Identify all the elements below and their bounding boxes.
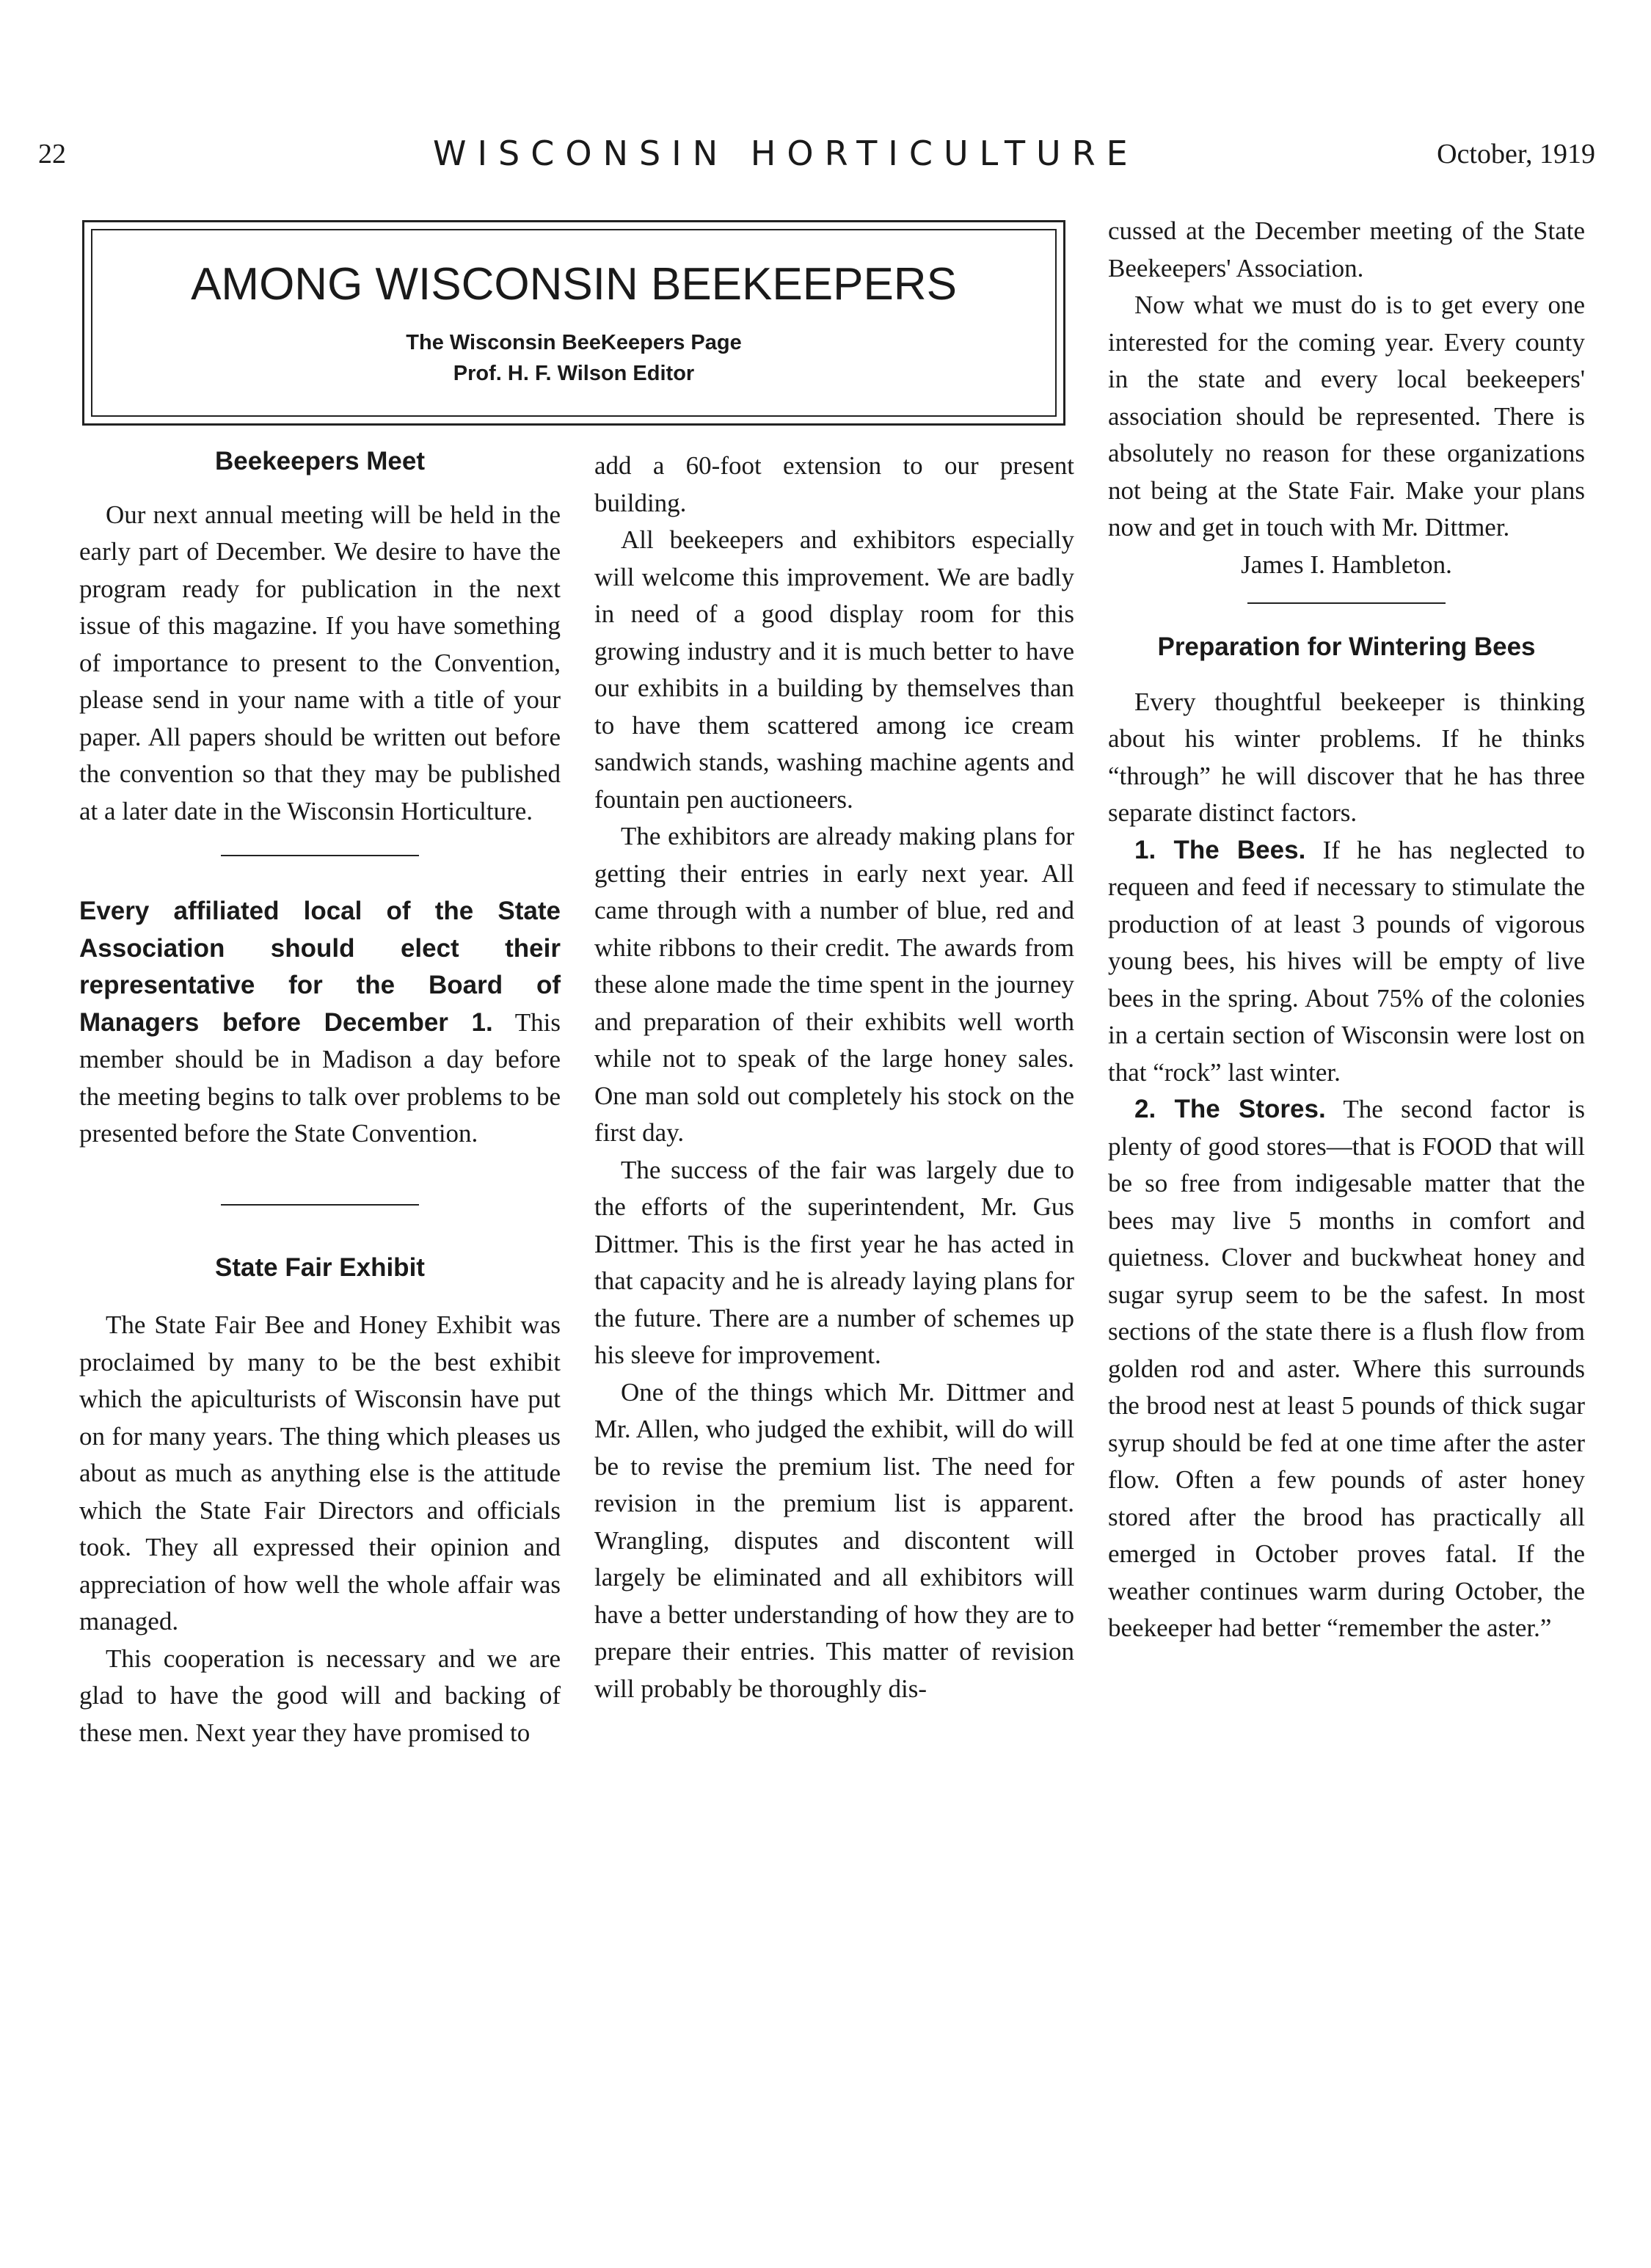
notice-text: This member should be in Madison a day before the meeting begins to talk over problems to be presented before the State Convention. <box>79 1007 561 1148</box>
paragraph: Every thoughtful beekeeper is thinking about his winter problems. If he thinks “through” he will discover that he has three separate distinct factors. <box>1108 687 1585 827</box>
page-subtitle: The Wisconsin BeeKeepers Page <box>406 331 742 354</box>
divider <box>1247 602 1446 604</box>
item-label: 2. The Stores. <box>1134 1095 1326 1123</box>
notice-paragraph <box>79 893 561 1153</box>
heading-preparation-for-wintering-bees: Preparation for Wintering Bees <box>1157 632 1536 661</box>
paragraph: cussed at the December meeting of the State Beekeepers' Association. <box>1108 216 1585 282</box>
paragraph: The State Fair Bee and Honey Exhibit was proclaimed by many to be the best exhibit which the apiculturists of Wisconsin have put on for many years. The thing which pleases us about as much as anything else is the attitude which the State Fair Directors and officials took. They all expressed their opinion and appreciation of how well the whole affair was managed. <box>79 1310 561 1636</box>
column-2 <box>594 448 1074 1707</box>
paragraph: All beekeepers and exhibitors especially will welcome this improvement. We are badly in need of a good display room for this growing industry and it is much better to have our exhibits in a building by themselves than to have them scattered among ice cream sandwich stands, washing machine agents and fountain pen auctioneers. <box>594 525 1074 814</box>
paragraph: add a 60-foot extension to our present building. <box>594 451 1074 517</box>
paragraph: The success of the fair was largely due to the efforts of the superintendent, Mr. Gus Dittmer. This is the first year he has acted in that capacity and he is already laying plans for the future. There are a number of schemes up his sleeve for improvement. <box>594 1155 1074 1369</box>
paragraph: Now what we must do is to get every one interested for the coming year. Every county in the state and every local beekeepers' association should be represented. There is absolutely no reason for these organizations not being at the State Fair. Make your plans now and get in touch with Mr. Dittmer. <box>1108 291 1585 542</box>
paragraph: One of the things which Mr. Dittmer and Mr. Allen, who judged the exhibit, will do will be to revise the premium list. The need for revision in the premium list is apparent. Wrangling, disputes and discontent will largely be eliminated and all exhibitors will have a better understanding of how they are to prepare their entries. This matter of revision will probably be thoroughly dis- <box>594 1377 1074 1703</box>
issue-date: October, 1919 <box>1437 139 1595 169</box>
running-header <box>0 134 1651 182</box>
column-1 <box>79 443 561 1751</box>
column-3 <box>1108 213 1585 1647</box>
paragraph: Our next annual meeting will be held in the early part of December. We desire to have the program ready for publication in the next issue of this magazine. If you have something of importance to present to the Convention, please send in your name with a title of your paper. All papers should be written out before the convention so that they may be published at a later date in the Wisconsin Horticulture. <box>79 500 561 825</box>
editor-line: Prof. H. F. Wilson Editor <box>453 362 695 385</box>
section-subtitle <box>82 327 1065 389</box>
paragraph: This cooperation is necessary and we are glad to have the good will and backing of these men. Next year they have promised to <box>79 1644 561 1747</box>
item-text: If he has neglected to requeen and feed if necessary to stimulate the production of at least 3 pounds of vigorous young bees, his hives will be empty of live bees in the spring. About 75% of the colonies in a certain section of Wisconsin were lost on that “rock” last winter. <box>1108 835 1585 1087</box>
heading-beekeepers-meet: Beekeepers Meet <box>215 447 425 475</box>
publication-title: WISCONSIN HORTICULTURE <box>433 134 1139 173</box>
list-item <box>1108 832 1585 1092</box>
item-text: The second factor is plenty of good stores—that is FOOD that will be so free from indigesable matter that the bees may live 5 months in comfort and quietness. Clover and buckwheat honey and sugar syrup seem to be the safest. In most sections of the state there is a flush flow from golden rod and aster. Where this surrounds the brood nest at least 5 pounds of thick sugar syrup should be fed at one time after the aster flow. Often a few pounds of aster honey stored after the brood has practically all emerged in October proves fatal. If the weather continues warm during October, the beekeeper had better “remember the aster.” <box>1108 1095 1585 1642</box>
heading-state-fair-exhibit: State Fair Exhibit <box>215 1252 425 1282</box>
divider <box>221 855 419 856</box>
divider <box>221 1204 419 1206</box>
notice-bold: Every affiliated local of the State Association should elect their representative for the Board of Managers before December 1. <box>79 897 561 1037</box>
page-number: 22 <box>38 139 66 169</box>
section-title: AMONG WISCONSIN BEEKEEPERS <box>191 259 957 310</box>
signature: James I. Hambleton. <box>1241 550 1452 579</box>
list-item <box>1108 1091 1585 1647</box>
section-title-box <box>82 220 1065 426</box>
paragraph: The exhibitors are already making plans for getting their entries in early next year. All came through with a number of blue, red and white ribbons to their credit. The awards from these alone made the time spent in the journey and preparation of their exhibits well worth while not to speak of the large honey sales. One man sold out completely his stock on the first day. <box>594 822 1074 1147</box>
item-label: 1. The Bees. <box>1134 835 1306 864</box>
